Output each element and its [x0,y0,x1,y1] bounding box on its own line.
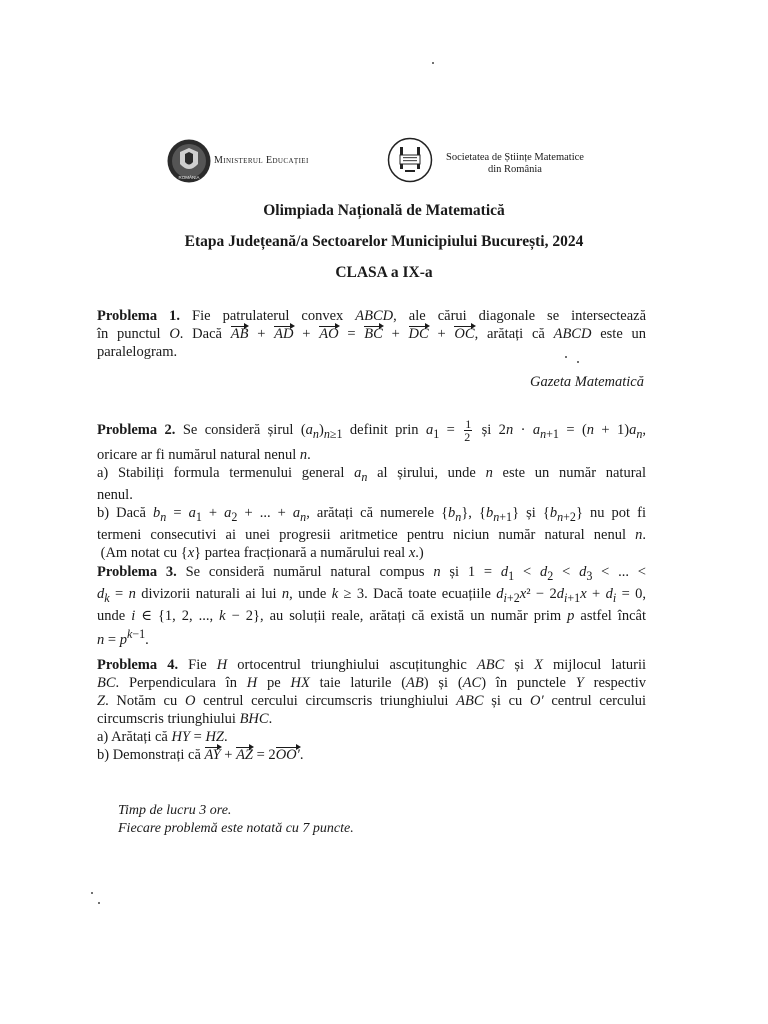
problem-2-label: Problema 2. [97,422,176,438]
problem-4-line-5: a) Arătați că HY = HZ. [97,729,228,745]
problem-3-line-1: Problema 3. Se consideră numărul natural compus n și $1 = d_1 < d_2 < d_3$ < ... < [97,564,646,583]
problem-4-line-6: b) Demonstrați că AY + AZ = 2OO′. [97,747,304,763]
problem-4 [97,656,646,764]
ministry-seal-icon [166,138,212,184]
problem-3-line-4: $n = p^{k-1}$. [97,626,149,648]
problem-1-line-2: în punctul O. Dacă AB + AD + AO = BC + DC + OC, arătați că ABCD este un [97,326,647,342]
scan-speck [91,892,93,894]
time-limit: Timp de lucru 3 ore. [118,803,232,818]
society-line-2: din România [488,164,542,175]
problem-2-line-4: nenul. [97,486,133,503]
society-line-1: Societatea de Științe Matematice [446,152,584,163]
problem-1-line-3: paralelogram. [97,344,178,360]
problem-3-label: Problema 3. [97,564,177,580]
society-name [435,152,595,176]
problem-1-line-1: Problema 1. Fie patrulaterul convex ABCD, ale cărui diagonale se intersectează [97,308,646,324]
olympiad-title: Olimpiada Națională de Matematică [263,202,505,219]
problem-3 [97,563,646,649]
scan-speck [98,902,100,904]
problem-4-line-3: Z. Notăm cu O centrul cercului circumscris triunghiului ABC și cu O′ centrul cercului [97,693,646,709]
problem-3-line-3: unde i ∈ {1, 2, ..., k − 2}, au soluții reale, arătați că există un număr prim p astfel încât [97,607,646,624]
stage-title: Etapa Județeană/a Sectoarelor Municipiului București, 2024 [184,233,584,250]
problem-2-line-1: Problema 2. Se consideră șirul $(a_n)_{n\ge 1}$ definit prin $a_1$ = $\frac{1}{2}$ și $2n \cdot a_{n+1} = (n + 1)a_n$, [97,417,647,445]
scan-speck [565,356,567,358]
seal-text: ROMÂNIA [178,175,200,180]
problem-2-line-3: a) Stabiliți formula termenului general $a_n$ al șirului, unde n este un număr natural [97,464,646,484]
problem-2 [97,418,646,562]
problem-1-label: Problema 1. [97,308,181,324]
problem-4-line-1: Problema 4. Fie H ortocentrul triunghiului ascuțitunghic ABC și X mijlocul laturii [97,657,647,673]
problem-3-line-2: $d_k = n$ divizorii naturali ai lui n, unde k ≥ 3. Dacă toate ecuațiile $d_{i+2}x^2 - 2d_{i+1}x + d_i = 0$, [97,585,646,605]
problem-4-line-4: circumscris triunghiului BHC. [97,711,273,727]
grade-title: CLASA a IX-a [335,264,433,281]
scan-speck [577,361,579,363]
problem-2-line-7: (Am notat cu {x} partea fracționară a numărului real x.) [97,544,424,561]
problem-4-label: Problema 4. [97,657,179,673]
points-note: Fiecare problemă este notată cu 7 puncte. [118,821,354,836]
problem-4-line-2: BC. Perpendiculara în H pe HX taie laturile (AB) și (AC) în punctele Y respectiv [97,675,646,691]
problem-1-source: Gazeta Matematică [530,374,644,390]
ministry-name: Ministerul Educației [214,155,309,166]
scan-speck [432,62,434,64]
problem-2-line-6: termeni consecutivi ai unei progresii aritmetice pentru niciun număr natural nenul n. [97,526,646,543]
problem-2-line-2: oricare ar fi numărul natural nenul n. [97,446,311,463]
problem-2-line-5: b) Dacă $b_n = a_1 + a_2$ + ... + $a_n$, arătați că numerele $\{b_n\}$, $\{b_{n+1}\}$ și $\{b_{n+2}\}$ nu pot fi [97,504,646,524]
society-logo-icon [387,137,433,183]
problem-1 [97,307,646,361]
